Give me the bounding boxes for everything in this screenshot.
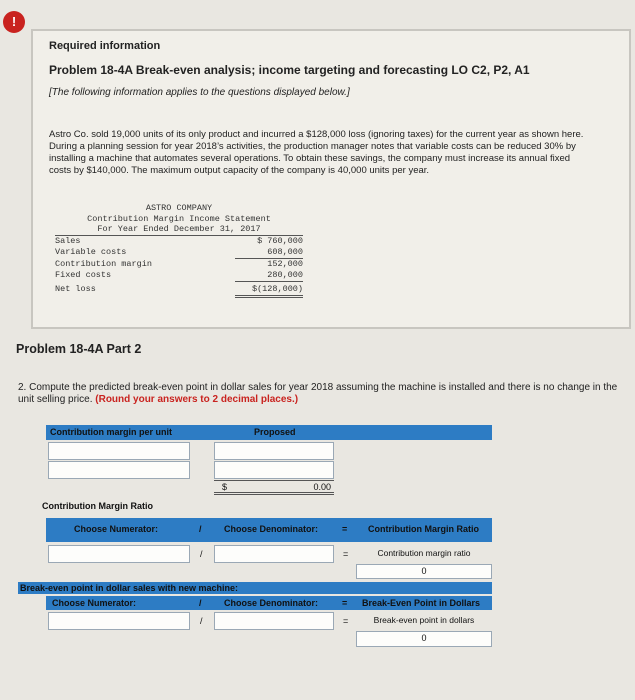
- cm-value-input-2[interactable]: [214, 461, 334, 479]
- part-title: Problem 18-4A Part 2: [16, 342, 142, 356]
- statement-title: Contribution Margin Income Statement: [87, 213, 271, 224]
- statement-row-label: Sales: [55, 235, 81, 246]
- cm-total-value: 0.00: [214, 480, 334, 495]
- ratio-denominator-input[interactable]: [214, 545, 334, 563]
- income-statement: [55, 203, 303, 298]
- instruction-note: [The following information applies to the questions displayed below.]: [49, 87, 350, 98]
- statement-period: For Year Ended December 31, 2017: [55, 224, 303, 236]
- required-information-label: Required information: [49, 40, 161, 52]
- ratio-divide-sign-row: /: [200, 549, 203, 559]
- ratio-equals-sign: =: [342, 524, 348, 534]
- statement-row: [55, 284, 303, 298]
- ratio-numerator-label: Choose Numerator:: [74, 524, 159, 534]
- bep-result-label: Break-Even Point in Dollars: [362, 598, 481, 608]
- cm-header-label: Contribution margin per unit: [50, 427, 172, 437]
- cm-label-input-1[interactable]: [48, 442, 190, 460]
- bep-numerator-label: Choose Numerator:: [52, 598, 137, 608]
- problem-title: Problem 18-4A Break-even analysis; income targeting and forecasting LO C2, P2, A1: [49, 63, 530, 77]
- statement-row: [55, 259, 303, 270]
- ratio-denominator-label: Choose Denominator:: [224, 524, 319, 534]
- statement-row: [55, 236, 303, 247]
- bep-equals-sign-row: =: [343, 616, 349, 626]
- bep-result-row-label: Break-even point in dollars: [373, 615, 475, 625]
- bep-equals-sign: =: [342, 598, 348, 608]
- statement-row: [55, 247, 303, 259]
- bep-numerator-input[interactable]: [48, 612, 190, 630]
- bep-section-label: Break-even point in dollar sales with new machine:: [20, 583, 239, 593]
- ratio-result-label: Contribution Margin Ratio: [368, 524, 479, 534]
- ratio-equals-sign-row: =: [343, 549, 349, 559]
- ratio-result-value: 0: [356, 564, 492, 579]
- dollar-sign: $: [222, 482, 228, 492]
- cm-label-input-2[interactable]: [48, 461, 190, 479]
- statement-row-label: Contribution margin: [55, 258, 152, 269]
- bep-divide-sign-row: /: [200, 616, 203, 626]
- statement-row-amount: 608,000: [235, 247, 303, 259]
- ratio-result-row-label: Contribution margin ratio: [377, 548, 471, 558]
- ratio-divide-sign: /: [199, 524, 202, 534]
- statement-row-amount: 280,000: [235, 270, 303, 282]
- cm-value-input-1[interactable]: [214, 442, 334, 460]
- bep-divide-sign: /: [199, 598, 202, 608]
- statement-row-amount: $(128,000): [235, 284, 303, 298]
- question-text: [18, 382, 628, 406]
- statement-row-label: Variable costs: [55, 246, 127, 257]
- question-body: 2. Compute the predicted break-even point in dollar sales for year 2018 assuming the machine is installed and there is no change in the unit selling price.: [18, 382, 618, 405]
- question-note: (Round your answers to 2 decimal places.): [95, 394, 299, 405]
- ratio-numerator-input[interactable]: [48, 545, 190, 563]
- bep-denominator-input[interactable]: [214, 612, 334, 630]
- statement-row-label: Fixed costs: [55, 269, 112, 280]
- problem-narrative: Astro Co. sold 19,000 units of its only product and incurred a $128,000 loss (ignoring taxes) for the current year as shown here. During a planning session for year 2018’s activities, the production manager notes that variable costs can be reduced 30% by installing a machine that automates several operations. To obtain these savings, the company must increase its annual fixed costs by $140,000. The maximum output capacity of the company is 40,000 units per year.: [49, 129, 584, 176]
- required-information-panel: [31, 29, 631, 329]
- alert-icon: !: [3, 11, 25, 33]
- statement-row-amount: 152,000: [267, 258, 303, 269]
- cm-ratio-section-label: Contribution Margin Ratio: [42, 501, 153, 511]
- statement-company: ASTRO COMPANY: [145, 203, 213, 213]
- proposed-header-label: Proposed: [254, 427, 296, 437]
- statement-row-amount: $ 760,000: [257, 235, 303, 246]
- bep-result-value: 0: [356, 631, 492, 647]
- statement-row: [55, 270, 303, 282]
- bep-denominator-label: Choose Denominator:: [224, 598, 319, 608]
- statement-row-label: Net loss: [55, 283, 96, 294]
